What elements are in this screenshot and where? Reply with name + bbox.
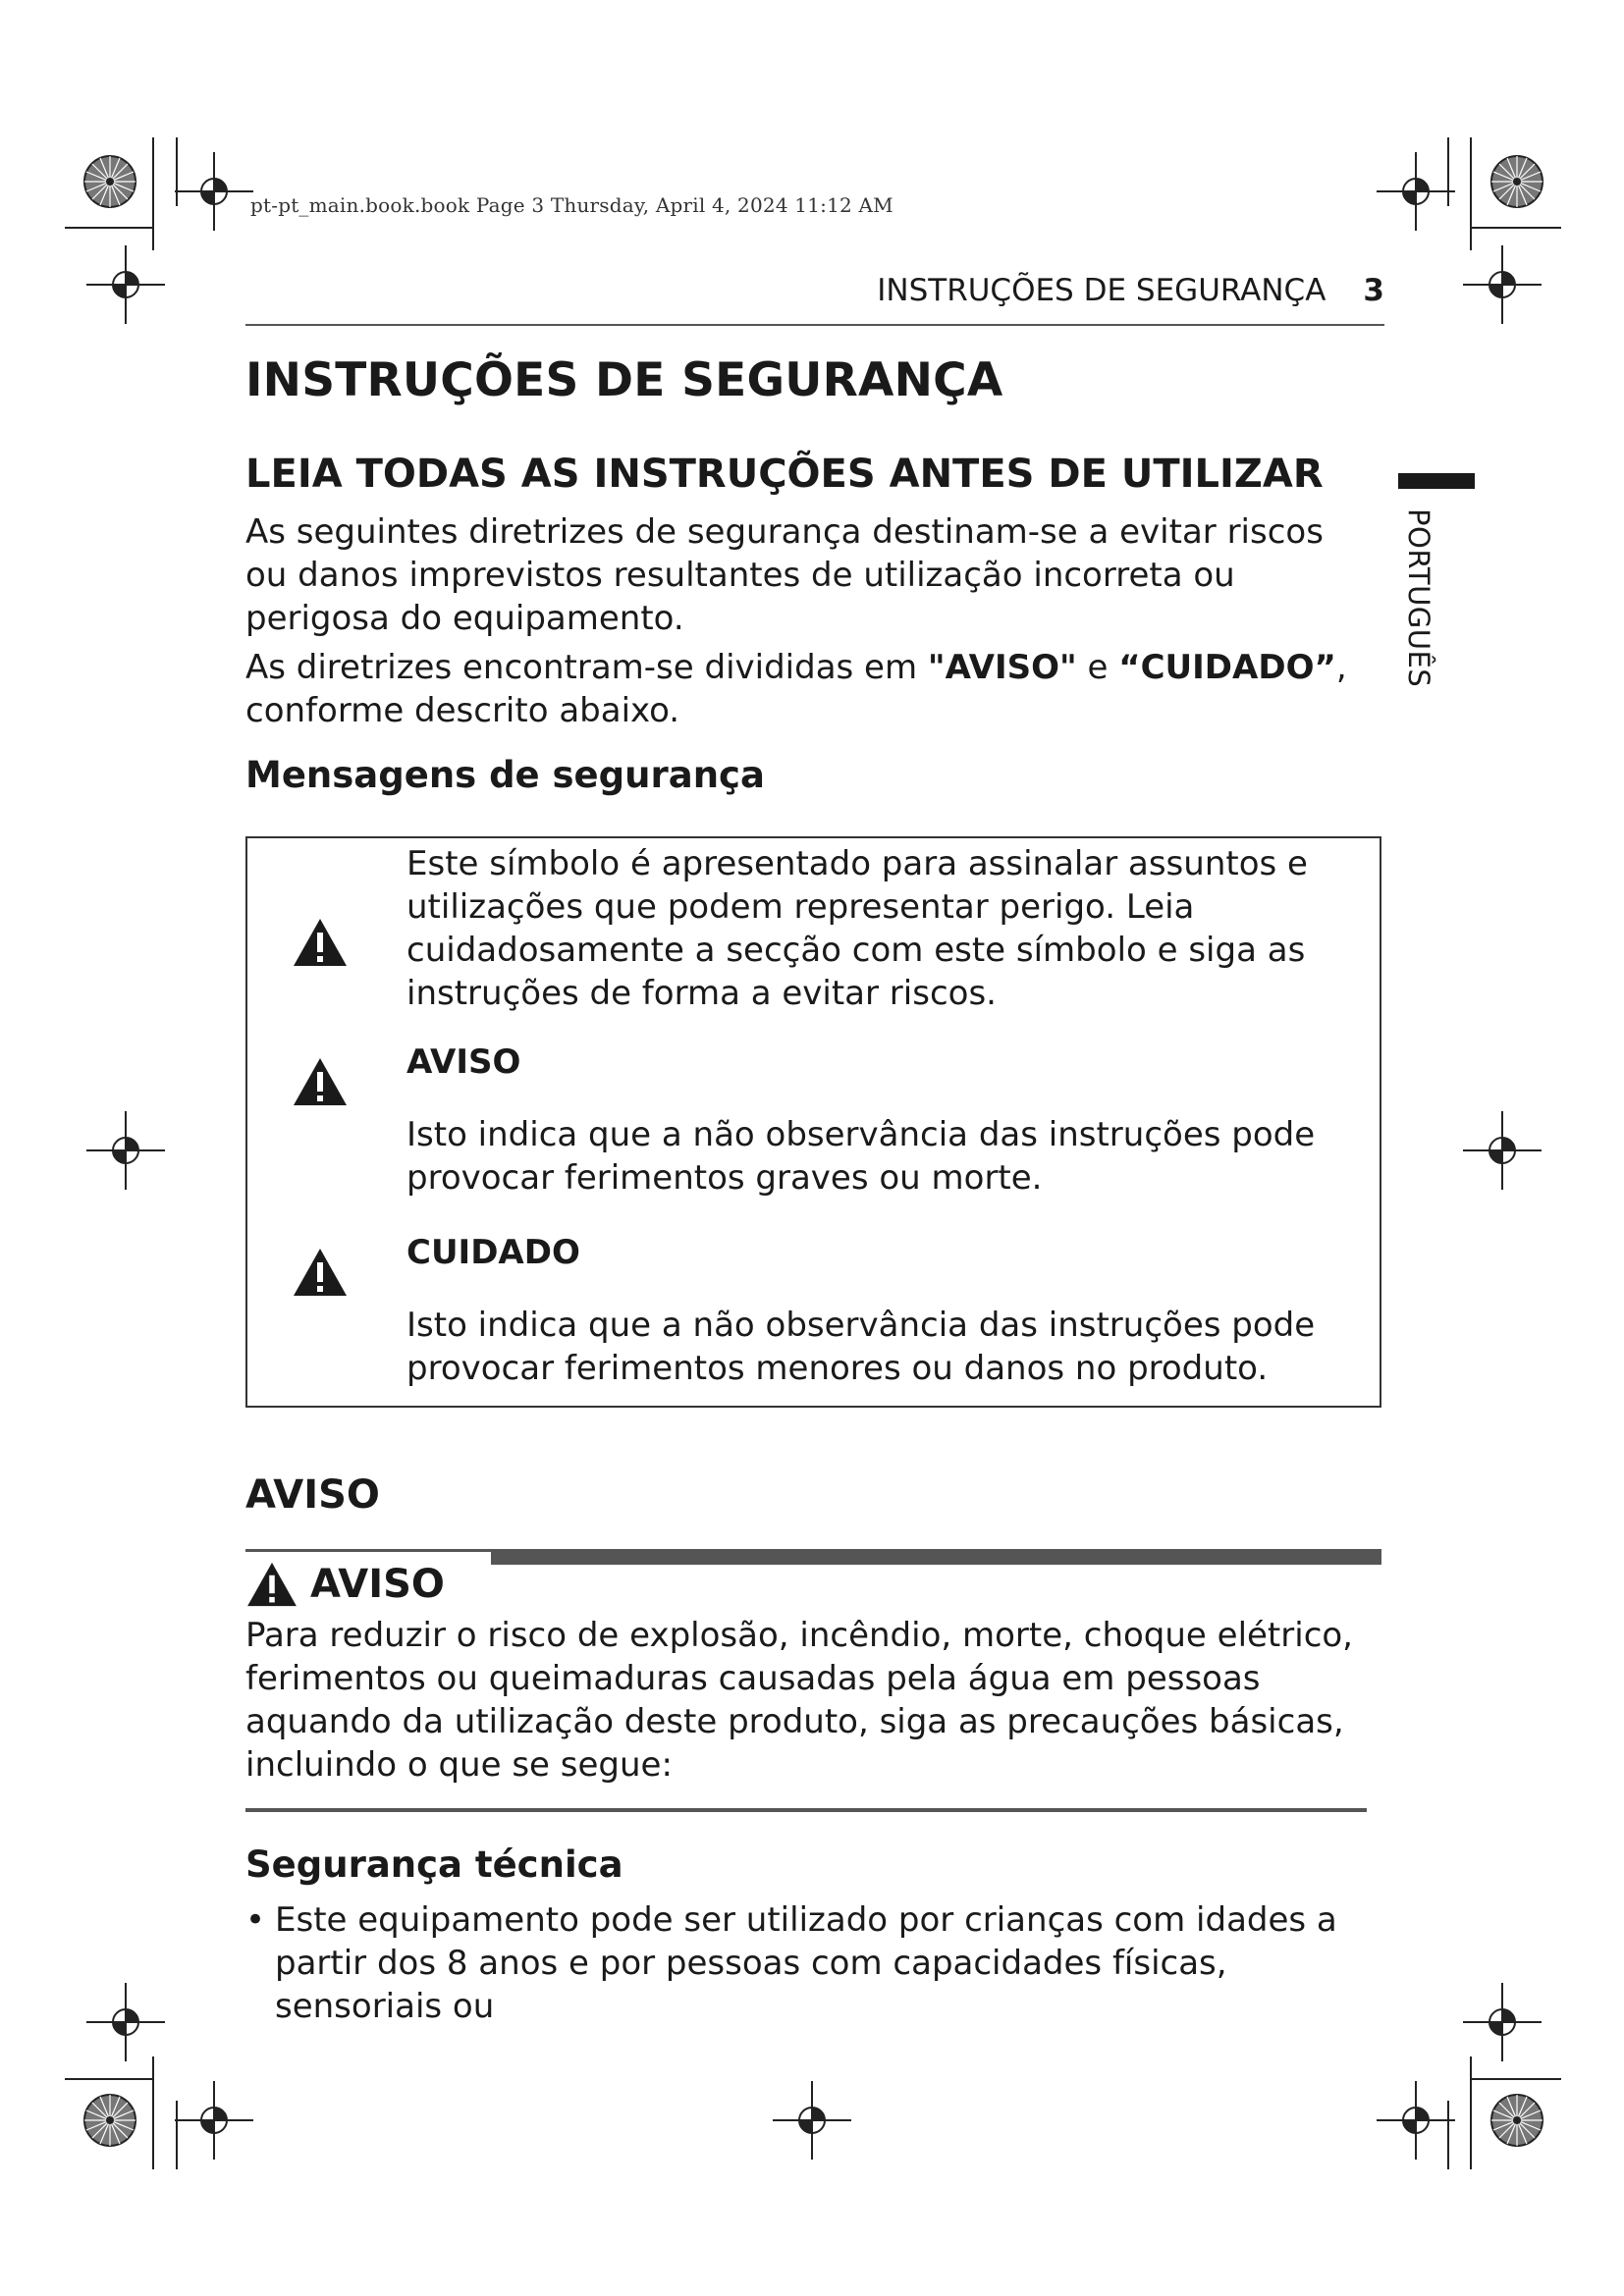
running-header xyxy=(245,273,1384,308)
symbol-description: Este símbolo é apresentado para assinalar assuntos e utilizações que podem representar perigo. Leia cuidadosamente a secção com este símbolo e siga as instruções de forma a evitar riscos. xyxy=(406,844,1308,1013)
page-number: 3 xyxy=(1363,273,1384,308)
intro-text: As diretrizes encontram-se divididas em xyxy=(245,648,928,687)
registration-mark-icon xyxy=(1463,1111,1542,1190)
registration-mark-icon xyxy=(86,1111,165,1190)
aviso-label: AVISO xyxy=(406,1042,521,1082)
page-title: INSTRUÇÕES DE SEGURANÇA xyxy=(245,353,1003,407)
registration-mark-icon xyxy=(86,245,165,324)
bullet-dot: • xyxy=(245,1900,266,1940)
color-wheel-icon xyxy=(1488,152,1546,211)
color-wheel-icon xyxy=(81,2091,139,2150)
intro-aviso-term: "AVISO" xyxy=(927,648,1077,687)
warning-triangle-icon xyxy=(292,1247,349,1298)
warning-banner-rule xyxy=(245,1549,491,1552)
running-title: INSTRUÇÕES DE SEGURANÇA xyxy=(877,273,1326,308)
list-item xyxy=(245,1898,1384,2028)
aviso-description: Isto indica que a não observância das instruções pode provocar ferimentos graves ou morte. xyxy=(406,1115,1316,1198)
cuidado-label: CUIDADO xyxy=(406,1233,580,1272)
warning-box-rule xyxy=(245,1808,1367,1812)
color-wheel-icon xyxy=(1488,2091,1546,2150)
warning-triangle-icon xyxy=(292,917,349,968)
registration-mark-icon xyxy=(773,2081,851,2160)
intro-paragraph: As seguintes diretrizes de segurança destinam-se a evitar riscos ou danos imprevistos resultantes de utilização incorreta ou perigosa do equipamento. xyxy=(245,512,1324,638)
warning-box-title xyxy=(245,1561,445,1608)
registration-mark-icon xyxy=(1463,245,1542,324)
safety-messages-heading: Mensagens de segurança xyxy=(245,754,765,796)
language-tab-label: PORTUGUÊS xyxy=(1402,508,1435,688)
print-slug: pt-pt_main.book.book Page 3 Thursday, April 4, 2024 11:12 AM xyxy=(250,193,893,217)
cuidado-description: Isto indica que a não observância das instruções pode provocar ferimentos menores ou danos no produto. xyxy=(406,1306,1316,1388)
warning-box-label: AVISO xyxy=(310,1562,445,1607)
intro-cuidado-term: “CUIDADO” xyxy=(1118,648,1336,687)
warning-banner-bar xyxy=(491,1549,1381,1565)
safety-messages-box xyxy=(245,836,1381,1408)
color-wheel-icon xyxy=(81,152,139,211)
registration-mark-icon xyxy=(175,152,253,231)
aviso-section-heading: AVISO xyxy=(245,1472,380,1518)
warning-triangle-icon xyxy=(245,1561,298,1608)
intro-paragraph-2 xyxy=(245,646,1375,732)
warning-triangle-icon xyxy=(292,1056,349,1107)
language-tab-bar xyxy=(1398,473,1475,489)
registration-mark-icon xyxy=(1377,152,1455,231)
registration-mark-icon xyxy=(1377,2081,1455,2160)
bullet-text: Este equipamento pode ser utilizado por crianças com idades a partir dos 8 anos e por pessoas com capacidades físicas, sensoriais ou xyxy=(275,1900,1337,2026)
registration-mark-icon xyxy=(175,2081,253,2160)
section-subtitle: LEIA TODAS AS INSTRUÇÕES ANTES DE UTILIZAR xyxy=(245,452,1324,497)
technical-safety-heading: Segurança técnica xyxy=(245,1843,623,1886)
intro-text: , conforme descrito abaixo. xyxy=(245,648,1347,730)
registration-mark-icon xyxy=(1463,1983,1542,2061)
warning-box-text: Para reduzir o risco de explosão, incêndio, morte, choque elétrico, ferimentos ou queimaduras causadas pela água em pessoas aquando da utilização deste produto, siga as precauções básicas, incluindo o que se segue: xyxy=(245,1616,1353,1785)
registration-mark-icon xyxy=(86,1983,165,2061)
intro-text: e xyxy=(1076,648,1119,687)
header-rule xyxy=(245,324,1384,326)
